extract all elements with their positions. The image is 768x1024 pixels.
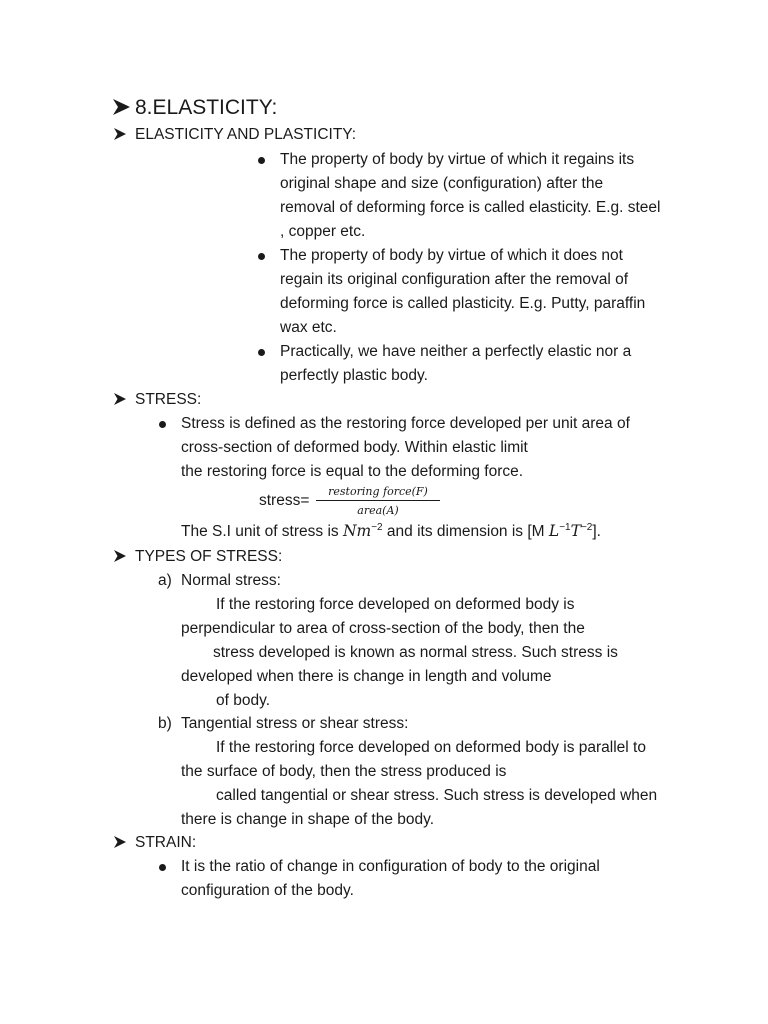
- normal-stress-line: of body.: [216, 692, 271, 709]
- stress-definition-line: Stress is defined as the restoring force developed per unit area of: [181, 415, 630, 432]
- stress-definition-line: the restoring force is equal to the deforming force.: [181, 463, 524, 480]
- dimension-length-exponent: −1: [559, 522, 571, 533]
- arrowhead-bullet-icon: [114, 128, 126, 140]
- normal-stress-line: stress developed is known as normal stress. Such stress is: [213, 644, 618, 661]
- bullet-dot: [258, 253, 265, 260]
- dimension-text: and its dimension is [M: [382, 523, 549, 540]
- dimension-time-exponent: −2: [580, 522, 593, 533]
- strain-definition-line: It is the ratio of change in configuration of body to the original: [181, 858, 600, 875]
- formula-denominator: area(A): [357, 504, 399, 517]
- plasticity-line: deforming force is called plasticity. E.g. Putty, paraffin: [280, 295, 646, 312]
- tangential-stress-title: Tangential stress or shear stress:: [181, 715, 409, 732]
- practical-line: perfectly plastic body.: [280, 367, 428, 384]
- elasticity-line: , copper etc.: [280, 223, 366, 240]
- normal-stress-title: Normal stress:: [181, 572, 281, 589]
- tangential-stress-line: If the restoring force developed on deformed body is parallel to: [216, 739, 646, 756]
- document-title: 8.ELASTICITY:: [135, 96, 278, 119]
- dimension-length: L: [548, 522, 560, 540]
- elasticity-line: original shape and size (configuration) after the: [280, 175, 604, 192]
- bullet-dot: [159, 864, 166, 871]
- si-unit-text: The S.I unit of stress is: [181, 523, 343, 540]
- dimension-time: T: [570, 522, 581, 540]
- list-label-a: a): [158, 572, 172, 589]
- normal-stress-line: If the restoring force developed on deformed body is: [216, 596, 575, 613]
- strain-definition-line: configuration of the body.: [181, 882, 354, 899]
- formula-numerator: restoring force(F): [328, 485, 428, 498]
- elasticity-line: The property of body by virtue of which it regains its: [280, 151, 635, 168]
- section-heading-stress: STRESS:: [135, 391, 202, 408]
- dimension-close: ].: [592, 523, 601, 540]
- plasticity-line: The property of body by virtue of which it does not: [280, 247, 623, 264]
- stress-definition-line: cross-section of deformed body. Within elastic limit: [181, 439, 528, 456]
- section-heading-types: TYPES OF STRESS:: [135, 548, 283, 565]
- plasticity-line: wax etc.: [280, 319, 337, 336]
- arrowhead-bullet-icon: [114, 393, 126, 405]
- plasticity-line: regain its original configuration after the removal of: [280, 271, 629, 288]
- stress-formula-fraction: [316, 486, 440, 516]
- arrowhead-bullet-icon: [114, 836, 126, 848]
- bullet-dot: [258, 349, 265, 356]
- arrowhead-bullet-icon: [113, 99, 130, 115]
- normal-stress-line: perpendicular to area of cross-section of the body, then the: [181, 620, 585, 637]
- tangential-stress-line: the surface of body, then the stress produced is: [181, 763, 507, 780]
- arrowhead-bullet-icon: [114, 550, 126, 562]
- elasticity-line: removal of deforming force is called elasticity. E.g. steel: [280, 199, 661, 216]
- bullet-dot: [258, 157, 265, 164]
- normal-stress-line: developed when there is change in length and volume: [181, 668, 552, 685]
- list-label-b: b): [158, 715, 172, 732]
- practical-line: Practically, we have neither a perfectly elastic nor a: [280, 343, 632, 360]
- si-unit-symbol: Nm: [342, 522, 372, 540]
- si-unit-exponent: −2: [371, 522, 383, 533]
- section-heading-strain: STRAIN:: [135, 834, 197, 851]
- si-unit-line: [181, 524, 601, 540]
- tangential-stress-line: called tangential or shear stress. Such stress is developed when: [216, 787, 658, 804]
- section-heading-elasticity: ELASTICITY AND PLASTICITY:: [135, 126, 357, 143]
- stress-formula-lhs: stress=: [259, 492, 310, 509]
- bullet-dot: [159, 421, 166, 428]
- fraction-bar: [316, 500, 440, 501]
- tangential-stress-line: there is change in shape of the body.: [181, 811, 435, 828]
